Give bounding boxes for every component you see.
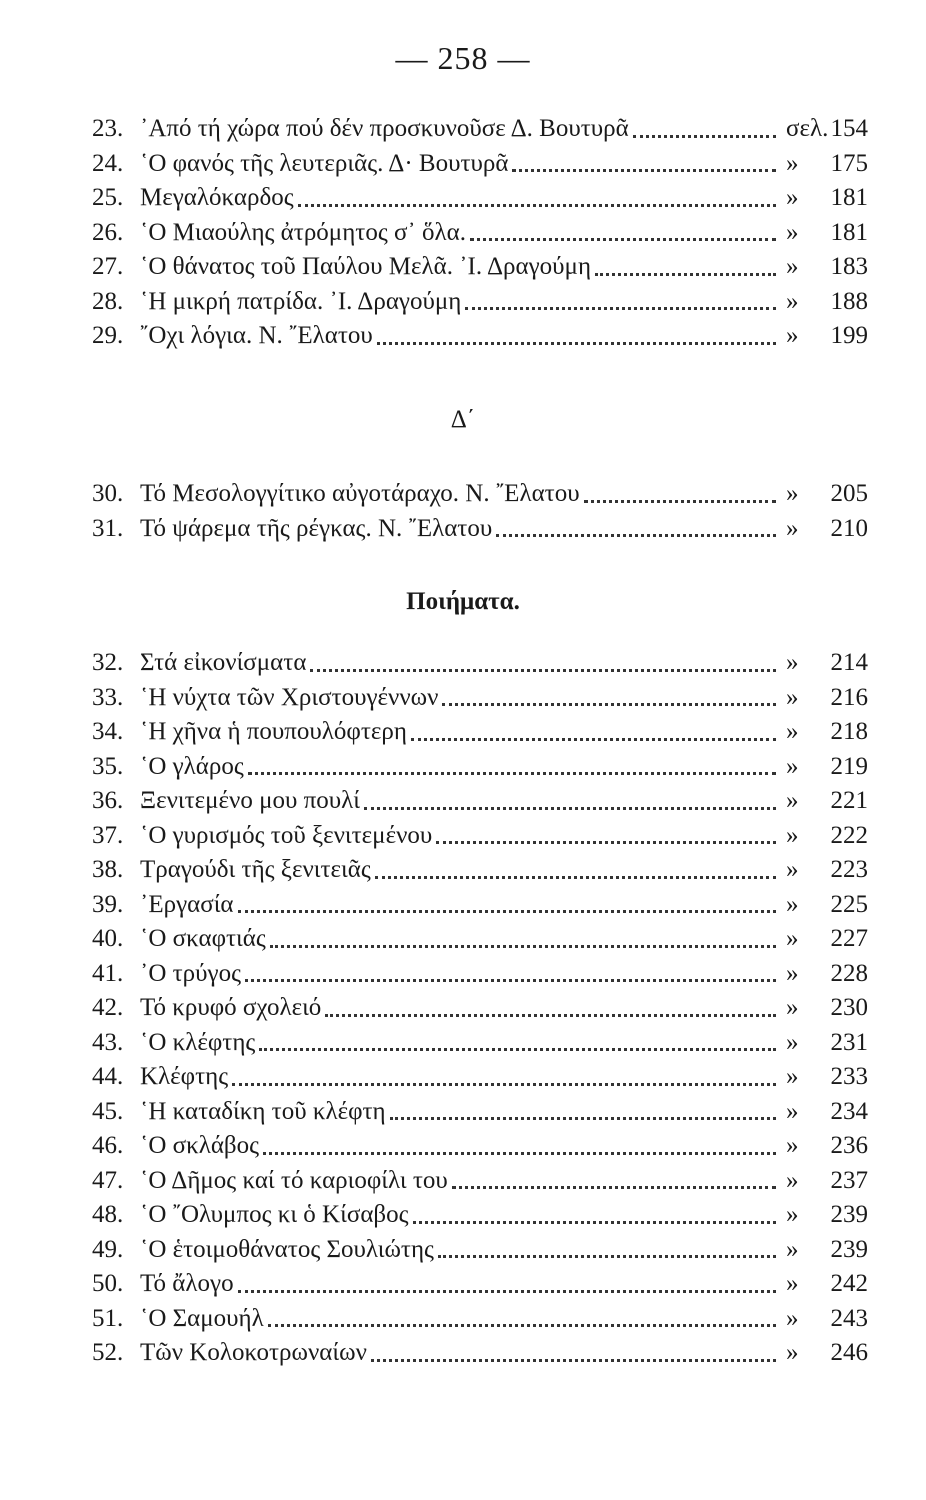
entry-page-marker: »	[786, 1235, 799, 1263]
entry-page-marker: »	[786, 1028, 799, 1056]
entry-page-marker: »	[786, 1132, 799, 1159]
toc-group-1	[92, 112, 868, 354]
dot-leader	[238, 1290, 776, 1293]
entry-page-marker: »	[786, 1201, 799, 1228]
dot-leader	[584, 500, 776, 503]
entry-number: 31.	[92, 514, 124, 542]
entry-page-marker: »	[786, 287, 799, 315]
entry-title: ᾽Ο τρύγος	[140, 959, 241, 987]
dot-leader	[364, 807, 776, 810]
entry-page-number: 205	[830, 480, 868, 507]
toc-entry	[92, 1026, 868, 1061]
toc-entry	[92, 1336, 868, 1371]
entry-page-number: 219	[830, 752, 868, 780]
dot-leader	[442, 703, 776, 706]
entry-page-marker: »	[786, 1304, 799, 1332]
dot-leader	[470, 238, 776, 241]
entry-page-marker: »	[786, 322, 799, 349]
entry-page-marker: »	[786, 253, 799, 280]
entry-page-number: 154	[830, 115, 868, 142]
entry-page-marker: »	[786, 1063, 799, 1090]
poems-heading: Ποιήματα.	[406, 588, 520, 615]
entry-page-number: 223	[830, 856, 868, 883]
dot-leader	[259, 1048, 776, 1051]
toc-entry	[92, 1267, 868, 1302]
entry-title: ῾Ο Μιαούλης ἀτρόμητος σ᾽ ὅλα.	[140, 218, 467, 246]
toc-entry	[92, 1060, 868, 1095]
dot-leader	[411, 738, 776, 741]
toc-entry	[92, 646, 868, 681]
toc-entry	[92, 216, 868, 251]
toc-entry	[92, 1095, 868, 1130]
toc-entry	[92, 715, 868, 750]
dot-leader	[232, 1083, 776, 1086]
entry-page-marker: »	[786, 218, 799, 246]
entry-title: Ξενιτεμένο μου πουλί	[140, 787, 360, 814]
entry-page-marker: »	[786, 856, 799, 883]
entry-number: 27.	[92, 253, 124, 280]
entry-page-marker: »	[786, 1270, 799, 1297]
entry-page-number: 233	[830, 1063, 868, 1090]
entry-page-marker: »	[786, 994, 799, 1021]
toc-entry	[92, 957, 868, 992]
toc-entry	[92, 750, 868, 785]
entry-page-marker: »	[786, 649, 799, 676]
dot-leader	[390, 1117, 776, 1120]
dot-leader	[238, 910, 776, 913]
entry-number: 37.	[92, 821, 124, 849]
entry-page-marker: »	[786, 925, 799, 952]
toc-entry	[92, 285, 868, 320]
entry-number: 42.	[92, 994, 124, 1021]
entry-page-number: 228	[830, 959, 868, 987]
entry-page-number: 239	[830, 1201, 868, 1228]
toc-entry	[92, 681, 868, 716]
dot-leader	[633, 135, 776, 138]
entry-title: ῾Ο ἑτοιμοθάνατος Σουλιώτης	[140, 1235, 434, 1263]
entry-number: 43.	[92, 1028, 124, 1056]
entry-number: 45.	[92, 1097, 124, 1125]
entry-title: ῾Η μικρή πατρίδα. ᾽Ι. Δραγούμη	[140, 287, 462, 315]
entry-title: ῾Ο ῎Ολυμπος κι ὁ Κίσαβος	[140, 1201, 409, 1228]
toc-entry	[92, 147, 868, 182]
entry-page-marker: »	[786, 1166, 799, 1194]
toc-entry	[92, 1164, 868, 1199]
dot-leader	[248, 772, 776, 775]
entry-page-marker: »	[786, 184, 799, 211]
entry-title: Τό Μεσολογγίτικο αὐγοτάραχο. Ν. ῎Ελατου	[140, 480, 580, 507]
entry-number: 25.	[92, 184, 124, 211]
entry-page-number: 181	[830, 218, 868, 246]
dot-leader	[268, 1324, 776, 1327]
entry-title: Τῶν Κολοκοτρωναίων	[140, 1339, 367, 1366]
toc-entry	[92, 853, 868, 888]
toc-entry	[92, 319, 868, 354]
entry-title: Τό ἄλογο	[140, 1270, 234, 1297]
dot-leader	[496, 534, 776, 537]
entry-page-number: 222	[830, 821, 868, 849]
dot-leader	[298, 204, 776, 207]
entry-page-marker: »	[786, 890, 799, 918]
entry-title: ῾Ο σκλάβος	[140, 1132, 260, 1159]
entry-page-marker: »	[786, 752, 799, 780]
toc-entry	[92, 784, 868, 819]
entry-page-number: 236	[830, 1132, 868, 1159]
entry-number: 23.	[92, 115, 124, 142]
entry-title: ᾽Εργασία	[140, 890, 234, 918]
dot-leader	[413, 1221, 776, 1224]
entry-title: Κλέφτης	[140, 1063, 229, 1090]
entry-page-marker: »	[786, 683, 799, 711]
toc-entry	[92, 888, 868, 923]
page-number: — 258 —	[395, 40, 531, 76]
entry-number: 32.	[92, 649, 124, 676]
entry-title: Τό ψάρεμα τῆς ρέγκας. Ν. ῎Ελατου	[140, 514, 493, 542]
toc-entry	[92, 922, 868, 957]
entry-title: Στά εἰκονίσματα	[140, 649, 307, 676]
entry-number: 51.	[92, 1304, 124, 1332]
entry-page-marker: »	[786, 514, 799, 542]
entry-page-number: 239	[830, 1235, 868, 1263]
toc-entry	[92, 512, 868, 547]
dot-leader	[263, 1152, 776, 1155]
section-letter-d: Δ΄	[450, 406, 476, 433]
entry-number: 50.	[92, 1270, 124, 1297]
entry-number: 24.	[92, 149, 124, 177]
entry-page-number: 199	[830, 322, 868, 349]
entry-page-number: 234	[830, 1097, 868, 1125]
dot-leader	[452, 1186, 776, 1189]
entry-number: 49.	[92, 1235, 124, 1263]
entry-number: 38.	[92, 856, 124, 883]
entry-title: ῾Ο σκαφτιάς	[140, 925, 266, 952]
entry-title: ῾Ο Σαμουήλ	[140, 1304, 264, 1332]
entry-title: ῾Ο κλέφτης	[140, 1028, 256, 1056]
entry-page-number: 183	[830, 253, 868, 280]
entry-number: 39.	[92, 890, 124, 918]
entry-page-number: 242	[830, 1270, 868, 1297]
entry-page-number: 230	[830, 994, 868, 1021]
entry-page-number: 231	[830, 1028, 868, 1056]
entry-page-marker: »	[786, 480, 799, 507]
entry-page-marker: »	[786, 149, 799, 177]
toc-group-2	[92, 477, 868, 546]
toc-entry	[92, 991, 868, 1026]
entry-page-marker: »	[786, 959, 799, 987]
toc-entry	[92, 477, 868, 512]
entry-page-marker: σελ.	[786, 115, 829, 142]
entry-title: ῾Ο γλάρος	[140, 752, 244, 780]
entry-number: 33.	[92, 683, 124, 711]
entry-title: ῾Η χῆνα ἡ πουπουλόφτερη	[140, 718, 407, 745]
entry-page-marker: »	[786, 718, 799, 745]
toc-entry	[92, 181, 868, 216]
dot-leader	[438, 1255, 776, 1258]
entry-page-number: 188	[830, 287, 868, 315]
entry-number: 29.	[92, 322, 124, 349]
entry-page-marker: »	[786, 1097, 799, 1125]
entry-title: ῾Ο Δῆμος καί τό καριοφίλι του	[140, 1166, 448, 1194]
toc-entry	[92, 1302, 868, 1337]
entry-title: Τό κρυφό σχολειό	[140, 994, 322, 1021]
entry-page-number: 243	[830, 1304, 868, 1332]
entry-page-marker: »	[786, 787, 799, 814]
entry-page-number: 237	[830, 1166, 868, 1194]
entry-page-number: 221	[830, 787, 868, 814]
entry-number: 28.	[92, 287, 124, 315]
entry-page-number: 216	[830, 683, 868, 711]
toc-group-3	[92, 646, 868, 1371]
entry-number: 47.	[92, 1166, 124, 1194]
entry-title: Μεγαλόκαρδος	[140, 184, 294, 211]
dot-leader	[377, 342, 776, 345]
entry-number: 48.	[92, 1201, 124, 1228]
toc-entry	[92, 1129, 868, 1164]
entry-title: ῾Η νύχτα τῶν Χριστουγέννων	[140, 683, 439, 711]
dot-leader	[245, 979, 776, 982]
toc-entry	[92, 819, 868, 854]
toc-entry	[92, 1233, 868, 1268]
entry-number: 52.	[92, 1339, 124, 1366]
entry-number: 44.	[92, 1063, 124, 1090]
dot-leader	[436, 841, 776, 844]
toc-entry	[92, 112, 868, 147]
entry-number: 26.	[92, 218, 124, 246]
entry-page-number: 225	[830, 890, 868, 918]
dot-leader	[595, 273, 776, 276]
entry-number: 40.	[92, 925, 124, 952]
entry-number: 41.	[92, 959, 124, 987]
entry-title: ῾Ο φανός τῆς λευτεριᾶς. Δ· Βουτυρᾶ	[140, 149, 509, 177]
entry-page-number: 175	[830, 149, 868, 177]
dot-leader	[270, 945, 776, 948]
entry-title: ῾Ο γυρισμός τοῦ ξενιτεμένου	[140, 821, 433, 849]
entry-number: 34.	[92, 718, 124, 745]
dot-leader	[371, 1359, 776, 1362]
entry-number: 46.	[92, 1132, 124, 1159]
dot-leader	[512, 169, 776, 172]
dot-leader	[325, 1014, 776, 1017]
toc-entry	[92, 250, 868, 285]
entry-page-number: 227	[830, 925, 868, 952]
entry-title: Τραγούδι τῆς ξενιτειᾶς	[140, 856, 371, 883]
entry-title: ῎Οχι λόγια. Ν. ῎Ελατου	[140, 322, 373, 349]
entry-title: ῾Η καταδίκη τοῦ κλέφτη	[140, 1097, 386, 1125]
entry-title: ᾽Από τή χώρα πού δέν προσκυνοῦσε Δ. Βουτυρᾶ	[140, 115, 629, 142]
entry-page-number: 246	[830, 1339, 868, 1366]
entry-title: ῾Ο θάνατος τοῦ Παύλου Μελᾶ. ᾽Ι. Δραγούμη	[140, 253, 592, 280]
entry-number: 30.	[92, 480, 124, 507]
entry-page-number: 218	[830, 718, 868, 745]
entry-page-number: 214	[830, 649, 868, 676]
entry-page-marker: »	[786, 821, 799, 849]
dot-leader	[465, 307, 776, 310]
entry-page-number: 210	[830, 514, 868, 542]
entry-page-marker: »	[786, 1339, 799, 1366]
entry-number: 35.	[92, 752, 124, 780]
dot-leader	[310, 669, 776, 672]
entry-number: 36.	[92, 787, 124, 814]
entry-page-number: 181	[830, 184, 868, 211]
dot-leader	[375, 876, 776, 879]
toc-entry	[92, 1198, 868, 1233]
